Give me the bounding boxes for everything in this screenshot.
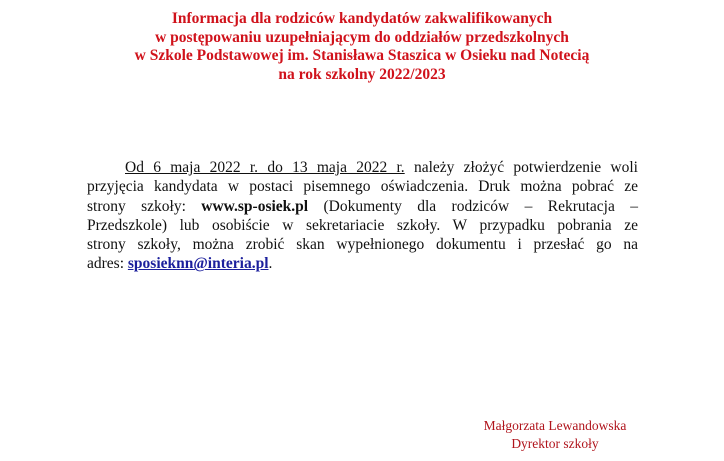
date-range: Od 6 maja 2022 r. do 13 maja 2022 r. [125, 159, 405, 176]
heading-line-2: w postępowaniu uzupełniającym do oddziałów przedszkolnych [155, 28, 569, 46]
body-line-3 [87, 197, 638, 216]
heading-line-1: Informacja dla rodziców kandydatów zakwalifikowanych [171, 10, 553, 27]
body-line-6-end: . [268, 255, 273, 273]
document-heading [0, 10, 724, 84]
body-line-4: Przedszkole) lub osobiście w sekretariacie szkoły. W przypadku pobrania ze [87, 216, 638, 234]
signature-block [460, 417, 650, 453]
signature-title: Dyrektor szkoły [511, 436, 599, 451]
body-line-3-start: strony szkoły: [87, 197, 202, 215]
body-line-1 [87, 158, 638, 177]
body-line-2: przyjęcia kandydata w postaci pisemnego oświadczenia. Druk można pobrać ze [87, 178, 638, 196]
body-line-6-start: adres: [87, 255, 128, 273]
email-link[interactable]: sposieknn@interia.pl [127, 255, 269, 273]
body-line-1-rest: należy złożyć potwierdzenie woli [404, 159, 638, 176]
body-paragraph [87, 158, 638, 274]
body-line-5: strony szkoły, można zrobić skan wypełnionego dokumentu i przesłać go na [87, 236, 638, 254]
body-line-6 [87, 254, 638, 273]
heading-line-4: na rok szkolny 2022/2023 [278, 65, 446, 83]
body-line-3-end: (Dokumenty dla rodziców – Rekrutacja – [308, 197, 638, 215]
school-website: www.sp-osiek.pl [201, 197, 309, 215]
heading-line-3: w Szkole Podstawowej im. Stanisława Staszica w Osieku nad Notecią [134, 47, 590, 64]
signature-name: Małgorzata Lewandowska [483, 418, 627, 433]
